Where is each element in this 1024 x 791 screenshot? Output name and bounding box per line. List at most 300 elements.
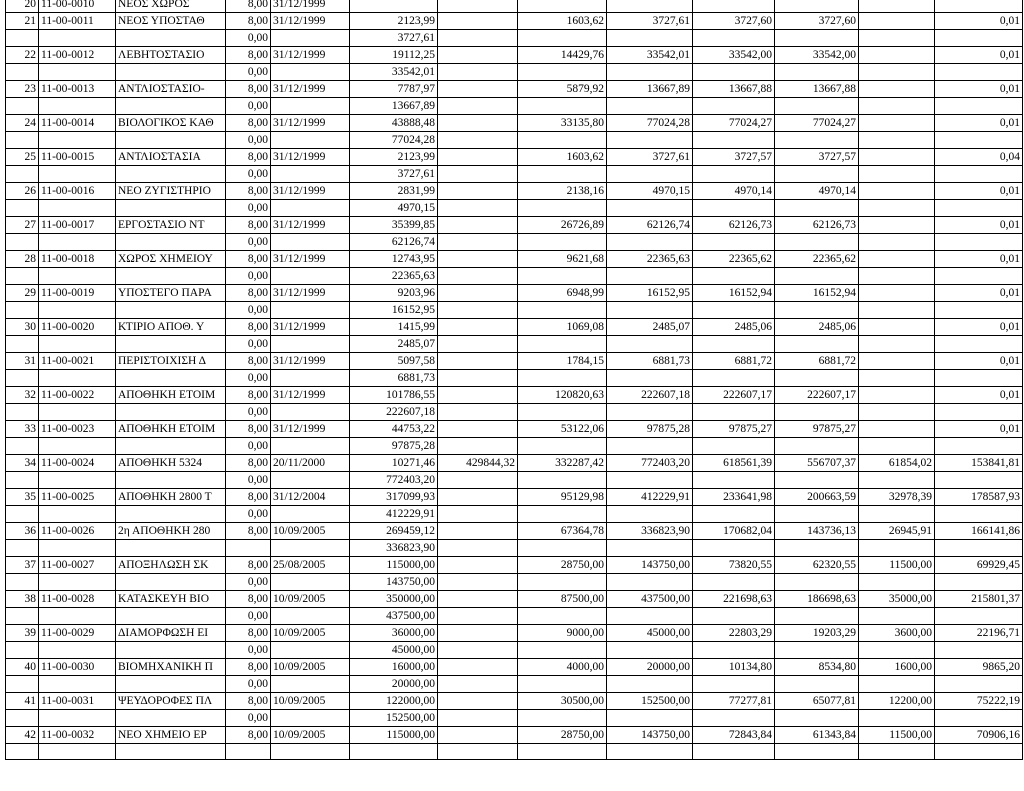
asset-description-cell: ΚΑΤΑΣΚΕΥΗ ΒΙΟ bbox=[116, 591, 226, 608]
table-subrow bbox=[6, 98, 1023, 115]
net-book-value-cell: 0,01 bbox=[935, 217, 1023, 234]
depreciation-rate-cell: 8,00 bbox=[226, 455, 271, 472]
empty-cell bbox=[39, 132, 116, 149]
depreciation-amount-cell: 10134,80 bbox=[693, 659, 775, 676]
depreciation-amount-cell: 3727,57 bbox=[693, 149, 775, 166]
prior-depreciation-cell: 556707,37 bbox=[775, 455, 859, 472]
empty-cell bbox=[271, 404, 350, 421]
depreciation-rate-sub-cell: 0,00 bbox=[226, 506, 271, 523]
empty-cell bbox=[271, 166, 350, 183]
period-depreciation-cell: 26945,91 bbox=[859, 523, 935, 540]
empty-cell bbox=[6, 574, 39, 591]
depreciation-rate-sub-cell: 0,00 bbox=[226, 676, 271, 693]
prior-depreciation-cell: 2485,06 bbox=[775, 319, 859, 336]
prior-depreciation-cell: 62320,55 bbox=[775, 557, 859, 574]
empty-cell bbox=[271, 132, 350, 149]
empty-cell bbox=[693, 30, 775, 47]
empty-cell bbox=[935, 540, 1023, 557]
depreciation-rate-cell: 8,00 bbox=[226, 285, 271, 302]
depreciation-rate-sub-cell: 0,00 bbox=[226, 642, 271, 659]
acquisition-date-cell: 31/12/1999 bbox=[271, 387, 350, 404]
empty-cell bbox=[271, 608, 350, 625]
empty-cell bbox=[775, 336, 859, 353]
empty-cell bbox=[438, 98, 518, 115]
empty-cell bbox=[438, 132, 518, 149]
period-depreciation-cell bbox=[859, 217, 935, 234]
depreciation-rate-cell: 8,00 bbox=[226, 693, 271, 710]
additions-value-cell bbox=[438, 353, 518, 370]
acquisition-value-cell: 1415,99 bbox=[350, 319, 438, 336]
additions-value-cell bbox=[438, 217, 518, 234]
depreciation-amount-cell: 222607,17 bbox=[693, 387, 775, 404]
asset-code-cell: 11-00-0024 bbox=[39, 455, 116, 472]
depreciation-rate-sub-cell: 0,00 bbox=[226, 200, 271, 217]
empty-cell bbox=[607, 438, 693, 455]
depreciation-rate-sub-cell: 0,00 bbox=[226, 64, 271, 81]
empty-cell bbox=[518, 302, 607, 319]
total-value-cell: 143750,00 bbox=[607, 727, 693, 744]
empty-cell bbox=[116, 710, 226, 727]
additions-value-cell bbox=[438, 659, 518, 676]
depreciation-rate-cell: 8,00 bbox=[226, 489, 271, 506]
empty-cell bbox=[935, 710, 1023, 727]
table-row bbox=[6, 251, 1023, 268]
acquisition-date-cell: 20/11/2000 bbox=[271, 455, 350, 472]
prior-depreciation-cell bbox=[775, 0, 859, 13]
net-book-value-cell: 0,01 bbox=[935, 115, 1023, 132]
acquisition-date-cell: 31/12/1999 bbox=[271, 149, 350, 166]
row-number-cell: 39 bbox=[6, 625, 39, 642]
empty-cell bbox=[693, 370, 775, 387]
net-book-value-cell: 178587,93 bbox=[935, 489, 1023, 506]
empty-cell bbox=[859, 30, 935, 47]
empty-cell bbox=[39, 506, 116, 523]
empty-cell bbox=[859, 336, 935, 353]
period-depreciation-cell bbox=[859, 81, 935, 98]
total-value-cell: 222607,18 bbox=[607, 387, 693, 404]
empty-cell bbox=[116, 370, 226, 387]
empty-cell bbox=[116, 132, 226, 149]
asset-code-cell: 11-00-0017 bbox=[39, 217, 116, 234]
acquisition-date-cell: 31/12/1999 bbox=[271, 0, 350, 13]
depreciation-rate-cell: 8,00 bbox=[226, 591, 271, 608]
acquisition-value-cell: 122000,00 bbox=[350, 693, 438, 710]
row-number-cell: 22 bbox=[6, 47, 39, 64]
depreciation-rate-cell: 8,00 bbox=[226, 659, 271, 676]
empty-cell bbox=[438, 30, 518, 47]
accumulated-depreciation-cell: 14429,76 bbox=[518, 47, 607, 64]
depreciation-rate-cell: 8,00 bbox=[226, 13, 271, 30]
table-row bbox=[6, 727, 1023, 744]
empty-cell bbox=[935, 302, 1023, 319]
accumulated-depreciation-cell: 1603,62 bbox=[518, 149, 607, 166]
empty-cell bbox=[859, 744, 935, 760]
prior-depreciation-cell: 62126,73 bbox=[775, 217, 859, 234]
asset-description-cell: ΕΡΓΟΣΤΑΣΙΟ ΝΤ bbox=[116, 217, 226, 234]
empty-cell bbox=[6, 608, 39, 625]
empty-cell bbox=[39, 336, 116, 353]
empty-cell bbox=[438, 370, 518, 387]
asset-description-cell: ΧΩΡΟΣ ΧΗΜΕΙΟΥ bbox=[116, 251, 226, 268]
empty-cell bbox=[518, 642, 607, 659]
empty-cell bbox=[271, 268, 350, 285]
table-row bbox=[6, 81, 1023, 98]
depreciation-rate-sub-cell: 0,00 bbox=[226, 268, 271, 285]
empty-cell bbox=[935, 370, 1023, 387]
empty-cell bbox=[518, 438, 607, 455]
accumulated-depreciation-cell: 1069,08 bbox=[518, 319, 607, 336]
net-book-value-cell: 9865,20 bbox=[935, 659, 1023, 676]
depreciation-rate-sub-cell: 0,00 bbox=[226, 710, 271, 727]
total-value-cell: 77024,28 bbox=[607, 115, 693, 132]
empty-cell bbox=[518, 472, 607, 489]
table-row bbox=[6, 387, 1023, 404]
additions-value-cell bbox=[438, 13, 518, 30]
asset-description-cell: ΑΠΟΘΗΚΗ 5324 bbox=[116, 455, 226, 472]
net-book-value-cell: 0,04 bbox=[935, 149, 1023, 166]
empty-cell bbox=[518, 370, 607, 387]
empty-cell bbox=[935, 98, 1023, 115]
depreciation-rate-cell: 8,00 bbox=[226, 115, 271, 132]
empty-cell bbox=[935, 744, 1023, 760]
depreciation-rate-cell: 8,00 bbox=[226, 251, 271, 268]
empty-cell bbox=[693, 506, 775, 523]
empty-cell bbox=[271, 370, 350, 387]
empty-cell bbox=[271, 302, 350, 319]
empty-cell bbox=[775, 98, 859, 115]
net-book-value-cell: 0,01 bbox=[935, 421, 1023, 438]
acquisition-value-cell: 269459,12 bbox=[350, 523, 438, 540]
depreciation-amount-cell: 77024,27 bbox=[693, 115, 775, 132]
total-value-cell: 22365,63 bbox=[607, 251, 693, 268]
asset-code-cell: 11-00-0014 bbox=[39, 115, 116, 132]
empty-cell bbox=[775, 438, 859, 455]
additions-value-cell bbox=[438, 0, 518, 13]
empty-cell bbox=[39, 710, 116, 727]
empty-cell bbox=[438, 676, 518, 693]
total-value-cell: 3727,61 bbox=[607, 13, 693, 30]
period-depreciation-cell: 11500,00 bbox=[859, 557, 935, 574]
prior-depreciation-cell: 6881,72 bbox=[775, 353, 859, 370]
acquisition-value-sub-cell: 22365,63 bbox=[350, 268, 438, 285]
empty-cell bbox=[438, 302, 518, 319]
empty-cell bbox=[518, 30, 607, 47]
depreciation-rate-sub-cell: 0,00 bbox=[226, 370, 271, 387]
depreciation-rate-cell: 8,00 bbox=[226, 149, 271, 166]
empty-cell bbox=[935, 438, 1023, 455]
net-book-value-cell: 0,01 bbox=[935, 285, 1023, 302]
empty-cell bbox=[6, 506, 39, 523]
empty-cell bbox=[935, 472, 1023, 489]
prior-depreciation-cell: 4970,14 bbox=[775, 183, 859, 200]
empty-cell bbox=[438, 404, 518, 421]
empty-cell bbox=[607, 370, 693, 387]
period-depreciation-cell bbox=[859, 13, 935, 30]
accumulated-depreciation-cell: 4000,00 bbox=[518, 659, 607, 676]
table-subrow bbox=[6, 166, 1023, 183]
row-number-cell: 31 bbox=[6, 353, 39, 370]
empty-cell bbox=[859, 268, 935, 285]
acquisition-date-cell: 31/12/1999 bbox=[271, 319, 350, 336]
asset-description-cell: ΥΠΟΣΤΕΓΟ ΠΑΡΑ bbox=[116, 285, 226, 302]
acquisition-date-cell: 31/12/1999 bbox=[271, 13, 350, 30]
asset-code-cell: 11-00-0030 bbox=[39, 659, 116, 676]
total-value-cell: 152500,00 bbox=[607, 693, 693, 710]
empty-cell bbox=[518, 268, 607, 285]
empty-cell bbox=[693, 98, 775, 115]
asset-code-cell: 11-00-0016 bbox=[39, 183, 116, 200]
empty-cell bbox=[116, 336, 226, 353]
period-depreciation-cell: 61854,02 bbox=[859, 455, 935, 472]
row-number-cell: 36 bbox=[6, 523, 39, 540]
empty-cell bbox=[607, 302, 693, 319]
net-book-value-cell: 69929,45 bbox=[935, 557, 1023, 574]
acquisition-date-cell: 31/12/1999 bbox=[271, 251, 350, 268]
total-value-cell: 45000,00 bbox=[607, 625, 693, 642]
acquisition-value-cell: 9203,96 bbox=[350, 285, 438, 302]
total-value-cell: 16152,95 bbox=[607, 285, 693, 302]
empty-cell bbox=[935, 200, 1023, 217]
depreciation-rate-cell: 8,00 bbox=[226, 557, 271, 574]
net-book-value-cell: 22196,71 bbox=[935, 625, 1023, 642]
asset-code-cell: 11-00-0032 bbox=[39, 727, 116, 744]
acquisition-value-sub-cell: 4970,15 bbox=[350, 200, 438, 217]
empty-cell bbox=[775, 404, 859, 421]
empty-cell bbox=[693, 472, 775, 489]
empty-cell bbox=[116, 98, 226, 115]
asset-description-cell: ΑΠΟΘΗΚΗ 2800 Τ bbox=[116, 489, 226, 506]
empty-cell bbox=[607, 166, 693, 183]
row-number-cell: 32 bbox=[6, 387, 39, 404]
acquisition-value-cell: 36000,00 bbox=[350, 625, 438, 642]
table-subrow bbox=[6, 64, 1023, 81]
asset-description-cell: ΝΕΟΣ ΧΩΡΟΣ bbox=[116, 0, 226, 13]
empty-cell bbox=[438, 608, 518, 625]
total-value-cell: 6881,73 bbox=[607, 353, 693, 370]
empty-cell bbox=[6, 472, 39, 489]
empty-cell bbox=[6, 166, 39, 183]
depreciation-rate-sub-cell bbox=[226, 540, 271, 557]
acquisition-value-cell: 10271,46 bbox=[350, 455, 438, 472]
net-book-value-cell bbox=[935, 0, 1023, 13]
empty-cell bbox=[775, 744, 859, 760]
empty-cell bbox=[518, 506, 607, 523]
table-row bbox=[6, 353, 1023, 370]
acquisition-value-sub-cell: 437500,00 bbox=[350, 608, 438, 625]
empty-cell bbox=[518, 98, 607, 115]
empty-cell bbox=[693, 540, 775, 557]
empty-cell bbox=[607, 234, 693, 251]
period-depreciation-cell bbox=[859, 47, 935, 64]
depreciation-amount-cell bbox=[693, 0, 775, 13]
empty-cell bbox=[518, 710, 607, 727]
asset-description-cell: ΛΕΒΗΤΟΣΤΑΣΙΟ bbox=[116, 47, 226, 64]
prior-depreciation-cell: 16152,94 bbox=[775, 285, 859, 302]
empty-cell bbox=[935, 336, 1023, 353]
empty-cell bbox=[518, 200, 607, 217]
row-number-cell: 23 bbox=[6, 81, 39, 98]
empty-cell bbox=[6, 710, 39, 727]
acquisition-date-cell: 25/08/2005 bbox=[271, 557, 350, 574]
empty-cell bbox=[859, 608, 935, 625]
acquisition-value-sub-cell: 3727,61 bbox=[350, 166, 438, 183]
empty-cell bbox=[607, 268, 693, 285]
asset-description-cell: ΝΕΟΣ ΥΠΟΣΤΑΘ bbox=[116, 13, 226, 30]
asset-code-cell: 11-00-0018 bbox=[39, 251, 116, 268]
asset-description-cell: ΨΕΥΔΟΡΟΦΕΣ ΠΛ bbox=[116, 693, 226, 710]
table-row bbox=[6, 149, 1023, 166]
asset-description-cell: ΒΙΟΜΗΧΑΝΙΚΗ Π bbox=[116, 659, 226, 676]
empty-cell bbox=[39, 642, 116, 659]
empty-cell bbox=[6, 642, 39, 659]
empty-cell bbox=[859, 234, 935, 251]
empty-cell bbox=[271, 472, 350, 489]
accumulated-depreciation-cell: 9000,00 bbox=[518, 625, 607, 642]
table-row bbox=[6, 489, 1023, 506]
empty-cell bbox=[6, 404, 39, 421]
accumulated-depreciation-cell: 2138,16 bbox=[518, 183, 607, 200]
table-subrow bbox=[6, 608, 1023, 625]
acquisition-value-cell bbox=[350, 0, 438, 13]
net-book-value-cell: 0,01 bbox=[935, 251, 1023, 268]
acquisition-value-cell: 5097,58 bbox=[350, 353, 438, 370]
asset-description-cell: ΝΕΟ ΧΗΜΕΙΟ ΕΡ bbox=[116, 727, 226, 744]
empty-cell bbox=[859, 472, 935, 489]
acquisition-value-cell: 101786,55 bbox=[350, 387, 438, 404]
empty-cell bbox=[438, 200, 518, 217]
depreciation-amount-cell: 72843,84 bbox=[693, 727, 775, 744]
total-value-cell: 412229,91 bbox=[607, 489, 693, 506]
table-row bbox=[6, 523, 1023, 540]
empty-cell bbox=[6, 30, 39, 47]
empty-cell bbox=[518, 744, 607, 760]
empty-cell bbox=[271, 744, 350, 760]
prior-depreciation-cell: 8534,80 bbox=[775, 659, 859, 676]
period-depreciation-cell: 35000,00 bbox=[859, 591, 935, 608]
prior-depreciation-cell: 200663,59 bbox=[775, 489, 859, 506]
table-row bbox=[6, 217, 1023, 234]
depreciation-amount-cell: 33542,00 bbox=[693, 47, 775, 64]
empty-cell bbox=[438, 540, 518, 557]
empty-cell bbox=[693, 64, 775, 81]
accumulated-depreciation-cell: 30500,00 bbox=[518, 693, 607, 710]
acquisition-date-cell: 31/12/1999 bbox=[271, 217, 350, 234]
acquisition-value-sub-cell: 772403,20 bbox=[350, 472, 438, 489]
empty-cell bbox=[693, 132, 775, 149]
acquisition-date-cell: 10/09/2005 bbox=[271, 523, 350, 540]
empty-cell bbox=[935, 676, 1023, 693]
net-book-value-cell: 0,01 bbox=[935, 13, 1023, 30]
empty-cell bbox=[116, 234, 226, 251]
acquisition-date-cell: 31/12/1999 bbox=[271, 183, 350, 200]
depreciation-amount-cell: 170682,04 bbox=[693, 523, 775, 540]
table-row bbox=[6, 591, 1023, 608]
depreciation-rate-sub-cell: 0,00 bbox=[226, 30, 271, 47]
row-number-cell: 34 bbox=[6, 455, 39, 472]
additions-value-cell bbox=[438, 183, 518, 200]
empty-cell bbox=[6, 438, 39, 455]
acquisition-value-sub-cell: 33542,01 bbox=[350, 64, 438, 81]
table-subrow bbox=[6, 404, 1023, 421]
row-number-cell: 35 bbox=[6, 489, 39, 506]
period-depreciation-cell bbox=[859, 251, 935, 268]
row-number-cell: 30 bbox=[6, 319, 39, 336]
accumulated-depreciation-cell: 120820,63 bbox=[518, 387, 607, 404]
empty-cell bbox=[607, 608, 693, 625]
prior-depreciation-cell: 3727,60 bbox=[775, 13, 859, 30]
empty-cell bbox=[39, 404, 116, 421]
empty-cell bbox=[271, 234, 350, 251]
empty-cell bbox=[39, 608, 116, 625]
empty-cell bbox=[935, 268, 1023, 285]
asset-description-cell: ΠΕΡΙΣΤΟΙΧΙΣΗ Δ bbox=[116, 353, 226, 370]
empty-cell bbox=[39, 540, 116, 557]
depreciation-rate-sub-cell: 0,00 bbox=[226, 574, 271, 591]
table-row bbox=[6, 625, 1023, 642]
accumulated-depreciation-cell: 9621,68 bbox=[518, 251, 607, 268]
empty-cell bbox=[775, 472, 859, 489]
additions-value-cell bbox=[438, 693, 518, 710]
empty-cell bbox=[116, 472, 226, 489]
table-subrow bbox=[6, 540, 1023, 557]
acquisition-value-sub-cell bbox=[350, 744, 438, 760]
acquisition-value-cell: 12743,95 bbox=[350, 251, 438, 268]
empty-cell bbox=[775, 710, 859, 727]
acquisition-value-sub-cell: 336823,90 bbox=[350, 540, 438, 557]
empty-cell bbox=[6, 540, 39, 557]
period-depreciation-cell bbox=[859, 285, 935, 302]
asset-code-cell: 11-00-0029 bbox=[39, 625, 116, 642]
empty-cell bbox=[607, 404, 693, 421]
empty-cell bbox=[438, 336, 518, 353]
prior-depreciation-cell: 3727,57 bbox=[775, 149, 859, 166]
empty-cell bbox=[693, 608, 775, 625]
total-value-cell: 437500,00 bbox=[607, 591, 693, 608]
empty-cell bbox=[693, 642, 775, 659]
acquisition-value-cell: 2123,99 bbox=[350, 13, 438, 30]
empty-cell bbox=[518, 336, 607, 353]
total-value-cell: 20000,00 bbox=[607, 659, 693, 676]
table-subrow bbox=[6, 744, 1023, 760]
empty-cell bbox=[775, 676, 859, 693]
net-book-value-cell: 0,01 bbox=[935, 387, 1023, 404]
depreciation-rate-cell: 8,00 bbox=[226, 523, 271, 540]
total-value-cell: 3727,61 bbox=[607, 149, 693, 166]
empty-cell bbox=[859, 166, 935, 183]
depreciation-amount-cell: 233641,98 bbox=[693, 489, 775, 506]
prior-depreciation-cell: 143736,13 bbox=[775, 523, 859, 540]
asset-description-cell: ΑΝΤΛΙΟΣΤΑΣΙΟ- bbox=[116, 81, 226, 98]
empty-cell bbox=[116, 268, 226, 285]
empty-cell bbox=[116, 506, 226, 523]
empty-cell bbox=[271, 336, 350, 353]
table-row bbox=[6, 319, 1023, 336]
empty-cell bbox=[271, 64, 350, 81]
empty-cell bbox=[859, 404, 935, 421]
empty-cell bbox=[775, 642, 859, 659]
net-book-value-cell: 0,01 bbox=[935, 353, 1023, 370]
empty-cell bbox=[116, 540, 226, 557]
row-number-cell: 40 bbox=[6, 659, 39, 676]
additions-value-cell: 429844,32 bbox=[438, 455, 518, 472]
empty-cell bbox=[39, 234, 116, 251]
additions-value-cell bbox=[438, 489, 518, 506]
additions-value-cell bbox=[438, 523, 518, 540]
asset-description-cell: ΑΠΟΞΗΛΩΣΗ ΣΚ bbox=[116, 557, 226, 574]
table-subrow bbox=[6, 642, 1023, 659]
additions-value-cell bbox=[438, 285, 518, 302]
acquisition-value-sub-cell: 6881,73 bbox=[350, 370, 438, 387]
